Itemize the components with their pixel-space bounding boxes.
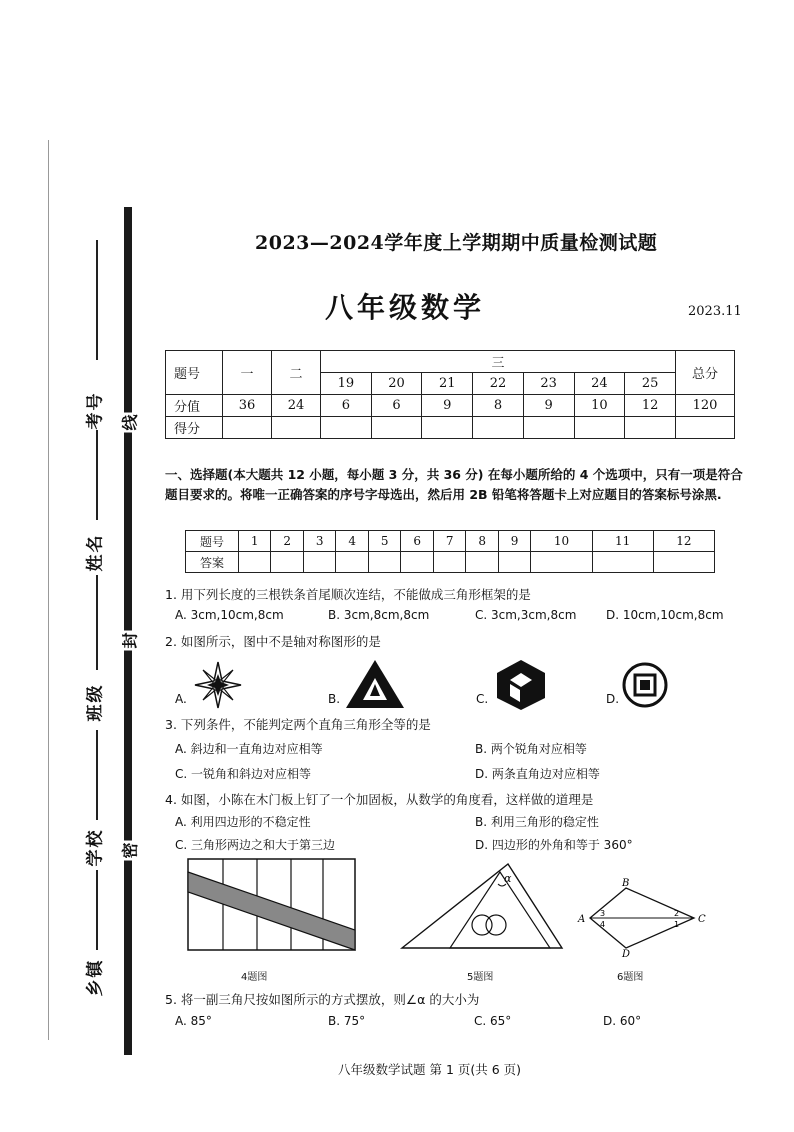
subject-title: 八年级数学 (325, 291, 486, 324)
part-one: 一 (223, 351, 272, 395)
answer-number-cell: 12 (653, 531, 714, 552)
triangle-figure (344, 658, 406, 710)
vertex-a: A (578, 914, 586, 925)
sub-num: 23 (523, 373, 574, 395)
exam-title: 2023—2024学年度上学期期中质量检测试题 (255, 232, 658, 254)
answer-blank-cell[interactable] (368, 552, 400, 573)
label-name: 姓名 (85, 533, 106, 572)
vertex-b: B (622, 878, 630, 889)
value-cell: 10 (574, 395, 625, 417)
value-cell: 9 (422, 395, 473, 417)
answer-number-cell: 7 (433, 531, 465, 552)
got-cell[interactable] (625, 417, 676, 439)
q3-option-a[interactable]: A. 斜边和一直角边对应相等 (175, 742, 323, 756)
total-header: 总分 (676, 351, 735, 395)
got-cell[interactable] (574, 417, 625, 439)
alpha-label: α (504, 872, 512, 885)
exam-date: 2023.11 (688, 304, 742, 319)
q2-option-d[interactable]: D. (606, 692, 620, 706)
answer-blank-cell[interactable] (239, 552, 271, 573)
label-class: 班级 (85, 683, 106, 722)
question-2-stem: 2. 如图所示，图中不是轴对称图形的是 (165, 634, 381, 649)
q4-option-c[interactable]: C. 三角形两边之和大于第三边 (175, 838, 336, 852)
angle-2: 2 (674, 909, 680, 918)
answer-table (185, 530, 715, 573)
question-1-stem: 1. 用下列长度的三根铁条首尾顺次连结，不能做成三角形框架的是 (165, 587, 531, 602)
sub-num: 22 (473, 373, 524, 395)
figure-4-caption: 4题图 (241, 972, 268, 983)
answer-blank-cell[interactable] (466, 552, 498, 573)
answer-blank-cell[interactable] (303, 552, 335, 573)
q5-option-a[interactable]: A. 85° (175, 1014, 212, 1028)
q1-option-d[interactable]: D. 10cm,10cm,8cm (606, 608, 724, 622)
value-cell: 6 (321, 395, 372, 417)
sub-num: 20 (371, 373, 422, 395)
answer-number-cell: 3 (303, 531, 335, 552)
q2-option-a[interactable]: A. (175, 692, 187, 706)
got-cell[interactable] (676, 417, 735, 439)
compass-star-figure (193, 660, 243, 710)
q3-option-d[interactable]: D. 两条直角边对应相等 (475, 767, 600, 781)
angle-1: 1 (674, 920, 680, 929)
q2-option-c[interactable]: C. (476, 692, 489, 706)
got-cell[interactable] (223, 417, 272, 439)
q3-option-b[interactable]: B. 两个锐角对应相等 (475, 742, 587, 756)
value-cell: 12 (625, 395, 676, 417)
value-cell: 9 (523, 395, 574, 417)
margin-line (48, 140, 49, 1040)
answer-blank-cell[interactable] (401, 552, 433, 573)
vertex-c: C (698, 914, 706, 925)
figure-5-caption: 5题图 (467, 972, 494, 983)
got-cell[interactable] (473, 417, 524, 439)
question-5-stem: 5. 将一副三角尺按如图所示的方式摆放，则∠α 的大小为 (165, 992, 480, 1007)
fill-line-school (96, 730, 98, 820)
score-header-cell: 题号 (166, 351, 223, 395)
q2-option-b[interactable]: B. (328, 692, 341, 706)
answer-number-cell: 6 (401, 531, 433, 552)
question-4-stem: 4. 如图，小陈在木门板上钉了一个加固板，从数学的角度看，这样做的道理是 (165, 792, 594, 807)
answer-number-cell: 10 (531, 531, 592, 552)
sub-num: 24 (574, 373, 625, 395)
value-header-cell: 分值 (166, 395, 223, 417)
question-3-stem: 3. 下列条件，不能判定两个直角三角形全等的是 (165, 717, 431, 732)
fill-line-class (96, 575, 98, 670)
answer-number-cell: 11 (592, 531, 653, 552)
got-cell[interactable] (321, 417, 372, 439)
q5-option-d[interactable]: D. 60° (603, 1014, 642, 1028)
q4-option-d[interactable]: D. 四边形的外角和等于 360° (475, 838, 633, 852)
answer-number-cell: 8 (466, 531, 498, 552)
seal-line: 线 (117, 412, 142, 432)
got-header-cell: 得分 (166, 417, 223, 439)
label-school: 学校 (85, 828, 106, 867)
answer-blank-cell[interactable] (271, 552, 303, 573)
value-cell: 6 (371, 395, 422, 417)
seal-seal: 封 (117, 630, 142, 650)
fill-line-town (96, 870, 98, 950)
score-table (165, 350, 735, 439)
section1-instructions: 一、选择题(本大题共 12 小题，每小题 3 分，共 36 分) 在每小题所给的 4 个选项中，只有一项是符合题目要求的。将唯一正确答案的序号字母选出，然后用 2B 铅笔将答题卡上对应题目的答案标号涂黑. (165, 467, 743, 502)
angle-4: 4 (600, 920, 606, 929)
answer-header-cell: 题号 (186, 531, 239, 552)
q1-option-c[interactable]: C. 3cm,3cm,8cm (475, 608, 577, 622)
q1-option-b[interactable]: B. 3cm,8cm,8cm (328, 608, 430, 622)
page-footer: 八年级数学试题 第 1 页(共 6 页) (338, 1062, 522, 1077)
fill-line-exam-number (96, 240, 98, 360)
value-cell: 120 (676, 395, 735, 417)
answer-number-cell: 2 (271, 531, 303, 552)
answer-blank-cell[interactable] (592, 552, 653, 573)
answer-number-cell: 4 (336, 531, 368, 552)
q5-option-c[interactable]: C. 65° (474, 1014, 512, 1028)
q4-option-b[interactable]: B. 利用三角形的稳定性 (475, 815, 599, 829)
got-cell[interactable] (422, 417, 473, 439)
angle-3: 3 (600, 909, 606, 918)
value-cell: 8 (473, 395, 524, 417)
answer-blank-cell[interactable] (498, 552, 530, 573)
answer-number-cell: 1 (239, 531, 271, 552)
got-cell[interactable] (523, 417, 574, 439)
label-town: 乡镇 (85, 958, 106, 997)
sub-num: 19 (321, 373, 372, 395)
answer-blank-cell[interactable] (531, 552, 592, 573)
figure-5-set-squares (400, 862, 565, 952)
coin-figure (622, 662, 668, 708)
got-cell[interactable] (371, 417, 422, 439)
sub-num: 21 (422, 373, 473, 395)
q1-option-a[interactable]: A. 3cm,10cm,8cm (175, 608, 284, 622)
q5-option-b[interactable]: B. 75° (328, 1014, 366, 1028)
fill-line-name (96, 430, 98, 520)
sub-num: 25 (625, 373, 676, 395)
answer-blank-cell[interactable] (336, 552, 368, 573)
answer-number-cell: 5 (368, 531, 400, 552)
figure-6-quadrilateral (576, 876, 711, 958)
vertex-d: D (622, 949, 631, 960)
q4-option-a[interactable]: A. 利用四边形的不稳定性 (175, 815, 311, 829)
answer-label-cell: 答案 (186, 552, 239, 573)
part-three: 三 (321, 351, 676, 373)
value-cell: 36 (223, 395, 272, 417)
q3-option-c[interactable]: C. 一锐角和斜边对应相等 (175, 767, 312, 781)
answer-blank-cell[interactable] (653, 552, 714, 573)
answer-number-cell: 9 (498, 531, 530, 552)
seal-secret: 密 (117, 840, 142, 860)
answer-blank-cell[interactable] (433, 552, 465, 573)
value-cell: 24 (272, 395, 321, 417)
figure-4-door (187, 858, 357, 952)
cube-figure (494, 658, 548, 712)
label-exam-number: 考号 (85, 391, 106, 430)
figure-6-caption: 6题图 (617, 972, 644, 983)
got-cell[interactable] (272, 417, 321, 439)
part-two: 二 (272, 351, 321, 395)
